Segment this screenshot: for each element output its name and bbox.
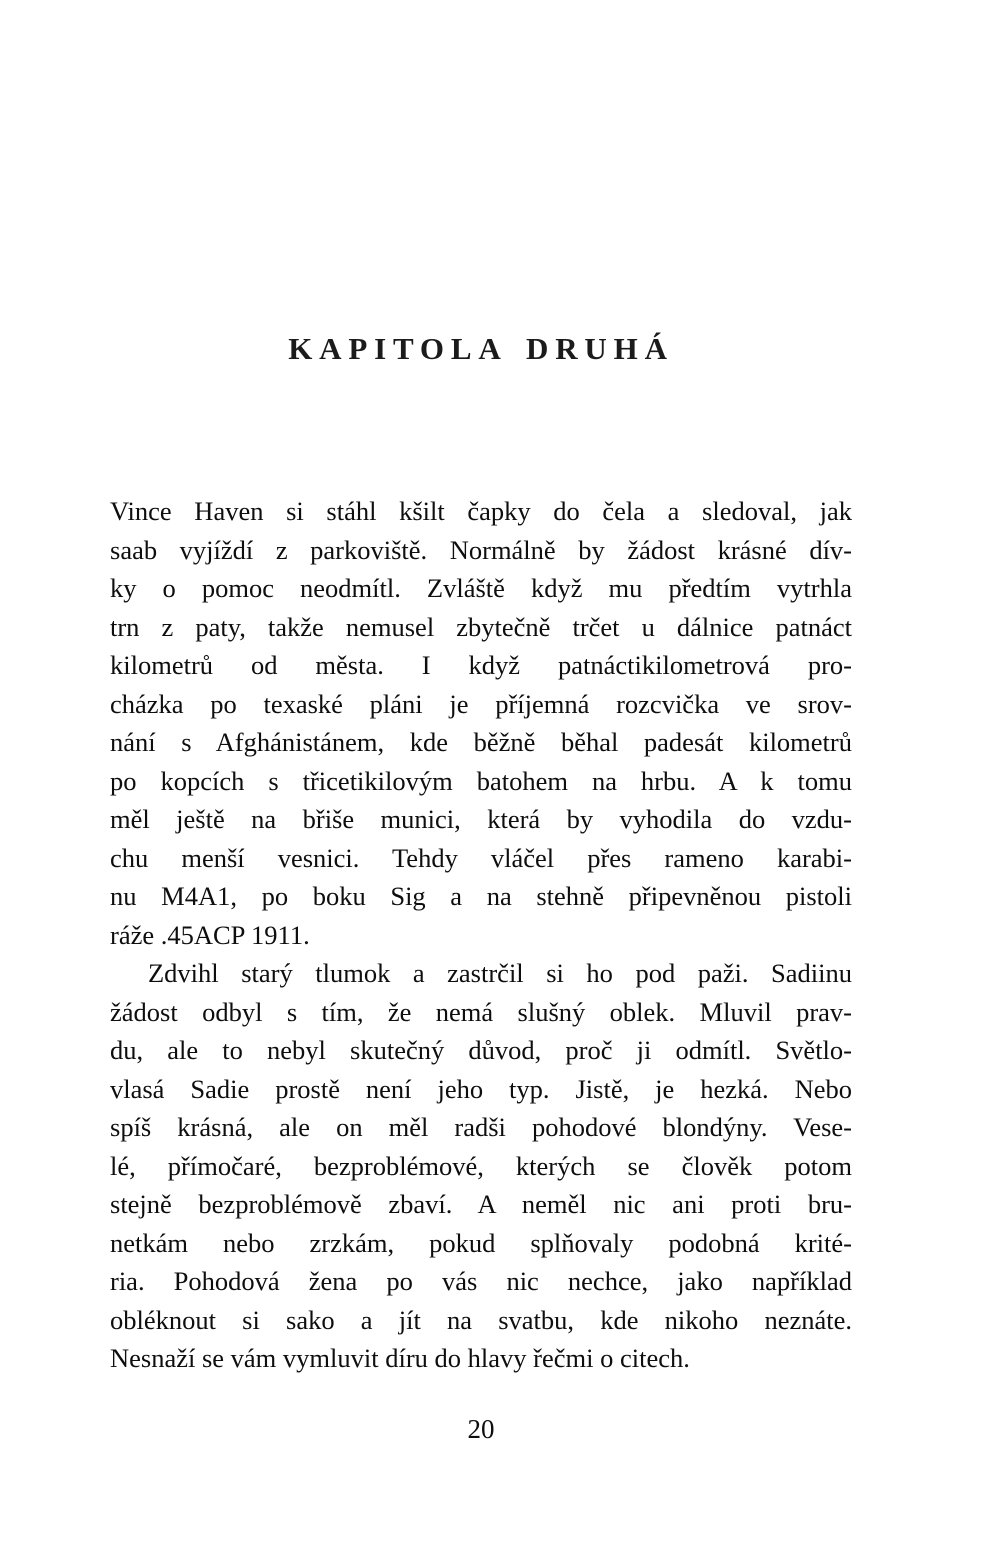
text-line: cházka po texaské pláni je příjemná rozcvička ve srov- — [110, 688, 852, 719]
text-line: ky o pomoc neodmítl. Zvláště když mu předtím vytrhla — [110, 573, 852, 603]
body-text — [110, 492, 852, 1378]
text-line: nu M4A1, po boku Sig a na stehně připevněnou pistoli — [110, 881, 852, 911]
text-line: stejně bezproblémově zbaví. A neměl nic ani proti bru- — [110, 1189, 852, 1219]
text-line: ria. Pohodová žena po vás nic nechce, jako například — [110, 1266, 852, 1296]
text-line: trn z paty, takže nemusel zbytečně trčet u dálnice patnáct — [110, 611, 852, 642]
text-line: obléknout si sako a jít na svatbu, kde nikoho neznáte. — [110, 1304, 852, 1335]
text-line: měl ještě na břiše munici, která by vyhodila do vzdu- — [110, 804, 852, 834]
text-line: du, ale to nebyl skutečný důvod, proč ji odmítl. Světlo- — [110, 1035, 852, 1065]
paragraph — [110, 954, 852, 1378]
text-line: vlasá Sadie prostě není jeho typ. Jistě, je hezká. Nebo — [110, 1073, 852, 1104]
text-line: ráže .45ACP 1911. — [110, 919, 310, 950]
page-number: 20 — [467, 1414, 495, 1444]
text-line: spíš krásná, ale on měl radši pohodové blondýny. Vese- — [110, 1112, 852, 1142]
paragraph — [110, 492, 852, 954]
text-line: Zdvihl starý tlumok a zastrčil si ho pod paži. Sadiinu — [148, 958, 852, 988]
book-page — [110, 0, 852, 1548]
text-line: žádost odbyl s tím, že nemá slušný oblek. Mluvil prav- — [110, 996, 852, 1027]
text-line: po kopcích s třicetikilovým batohem na hrbu. A k tomu — [110, 765, 852, 796]
text-line: nání s Afghánistánem, kde běžně běhal padesát kilometrů — [110, 727, 852, 757]
text-line: saab vyjíždí z parkoviště. Normálně by žádost krásné dív- — [110, 534, 852, 565]
text-line: Vince Haven si stáhl kšilt čapky do čela a sledoval, jak — [110, 496, 852, 526]
chapter-title: KAPITOLA DRUHÁ — [288, 331, 674, 366]
text-line: kilometrů od města. I když patnáctikilometrová pro- — [110, 650, 852, 680]
text-line: Nesnaží se vám vymluvit díru do hlavy řečmi o citech. — [110, 1343, 690, 1373]
text-line: lé, přímočaré, bezproblémové, kterých se člověk potom — [110, 1150, 852, 1181]
text-line: netkám nebo zrzkám, pokud splňovaly podobná krité- — [110, 1227, 852, 1258]
text-line: chu menší vesnici. Tehdy vláčel přes rameno karabi- — [110, 842, 852, 873]
